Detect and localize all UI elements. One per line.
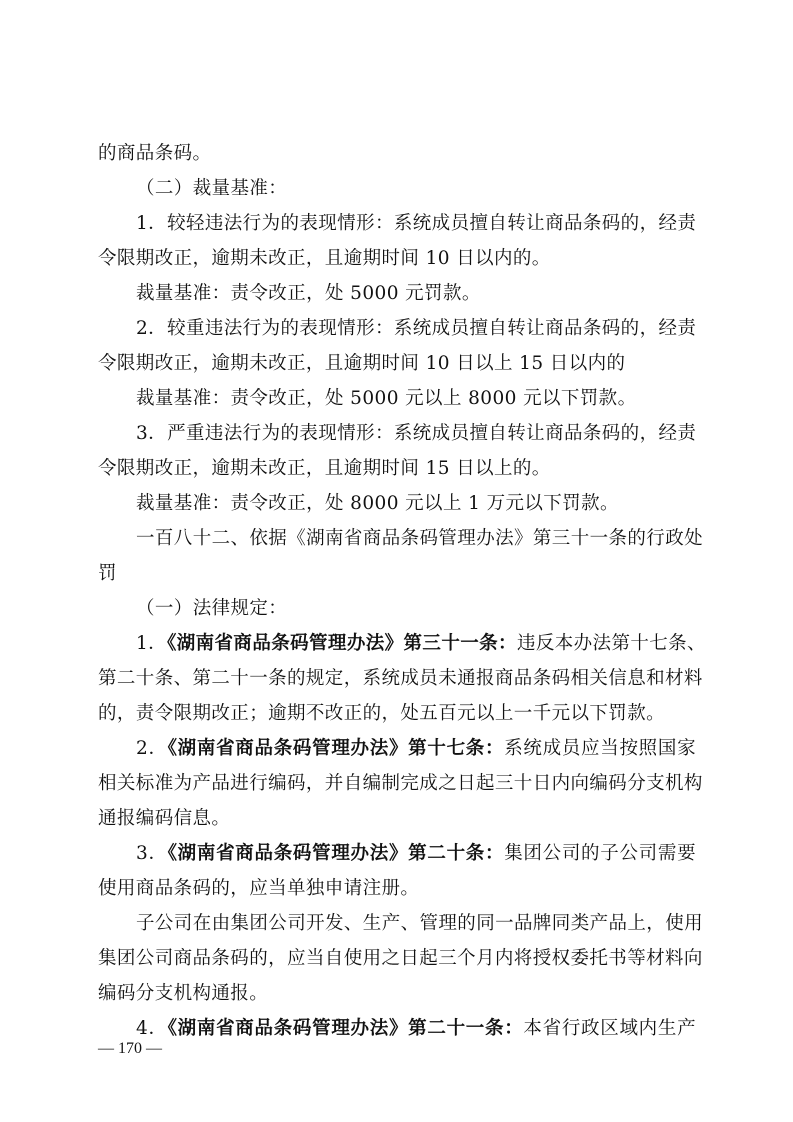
- text-line: 1．较轻违法行为的表现情形：系统成员擅自转让商品条码的，经责: [136, 213, 697, 234]
- article-line: [136, 737, 696, 761]
- text-line: 裁量基准：责令改正，处 8000 元以上 1 万元以下罚款。: [136, 493, 619, 514]
- text-line: 裁量基准：责令改正，处 5000 元罚款。: [136, 283, 481, 304]
- article-text: 系统成员应当按照国家: [504, 738, 696, 759]
- text-line: 的商品条码。: [98, 143, 212, 164]
- text-line: 集团公司商品条码的，应当自使用之日起三个月内将授权委托书等材料向: [98, 948, 703, 969]
- text-line: 编码分支机构通报。: [98, 983, 269, 1004]
- section-heading: （一）法律规定：: [136, 598, 288, 619]
- article-line: [136, 632, 706, 656]
- text-line: 令限期改正，逾期未改正，且逾期时间 10 日以上 15 日以内的: [98, 353, 626, 374]
- text-line: 的，责令限期改正；逾期不改正的，处五百元以上一千元以下罚款。: [98, 703, 666, 724]
- text-line: 3．严重违法行为的表现情形：系统成员擅自转让商品条码的，经责: [136, 423, 697, 444]
- section-heading: （二）裁量基准：: [136, 178, 288, 199]
- article-text: 本省行政区域内生产: [523, 1018, 696, 1039]
- text-line: 2．较重违法行为的表现情形：系统成员擅自转让商品条码的，经责: [136, 318, 697, 339]
- text-line: 子公司在由集团公司开发、生产、管理的同一品牌同类产品上，使用: [136, 913, 704, 934]
- text-line: 通报编码信息。: [98, 808, 231, 829]
- article-citation: 《湖南省商品条码管理办法》第十七条：: [167, 738, 505, 759]
- article-number: 1．: [136, 633, 168, 654]
- article-citation: 《湖南省商品条码管理办法》第二十一条：: [167, 1018, 524, 1039]
- text-line: 相关标准为产品进行编码，并自编制完成之日起三十日内向编码分支机构: [98, 773, 703, 794]
- article-citation: 《湖南省商品条码管理办法》第三十一条：: [167, 633, 517, 654]
- article-number: 3．: [136, 843, 168, 864]
- article-number: 4．: [136, 1018, 168, 1039]
- article-line: [136, 1017, 696, 1041]
- article-text: 违反本办法第十七条、: [516, 633, 706, 654]
- article-number: 2．: [136, 738, 168, 759]
- text-line: 第二十条、第二十一条的规定，系统成员未通报商品条码相关信息和材料: [98, 668, 703, 689]
- article-line: [136, 842, 696, 866]
- article-citation: 《湖南省商品条码管理办法》第二十条：: [167, 843, 505, 864]
- section-title: 一百八十二、依据《湖南省商品条码管理办法》第三十一条的行政处: [136, 528, 704, 549]
- page-number: — 170 —: [98, 1040, 162, 1057]
- text-line: 罚: [98, 563, 117, 584]
- text-line: 使用商品条码的，应当单独申请注册。: [98, 878, 420, 899]
- article-text: 集团公司的子公司需要: [504, 843, 696, 864]
- text-line: 令限期改正，逾期未改正，且逾期时间 10 日以内的。: [98, 248, 551, 269]
- text-line: 令限期改正，逾期未改正，且逾期时间 15 日以上的。: [98, 458, 551, 479]
- text-line: 裁量基准：责令改正，处 5000 元以上 8000 元以下罚款。: [136, 388, 637, 409]
